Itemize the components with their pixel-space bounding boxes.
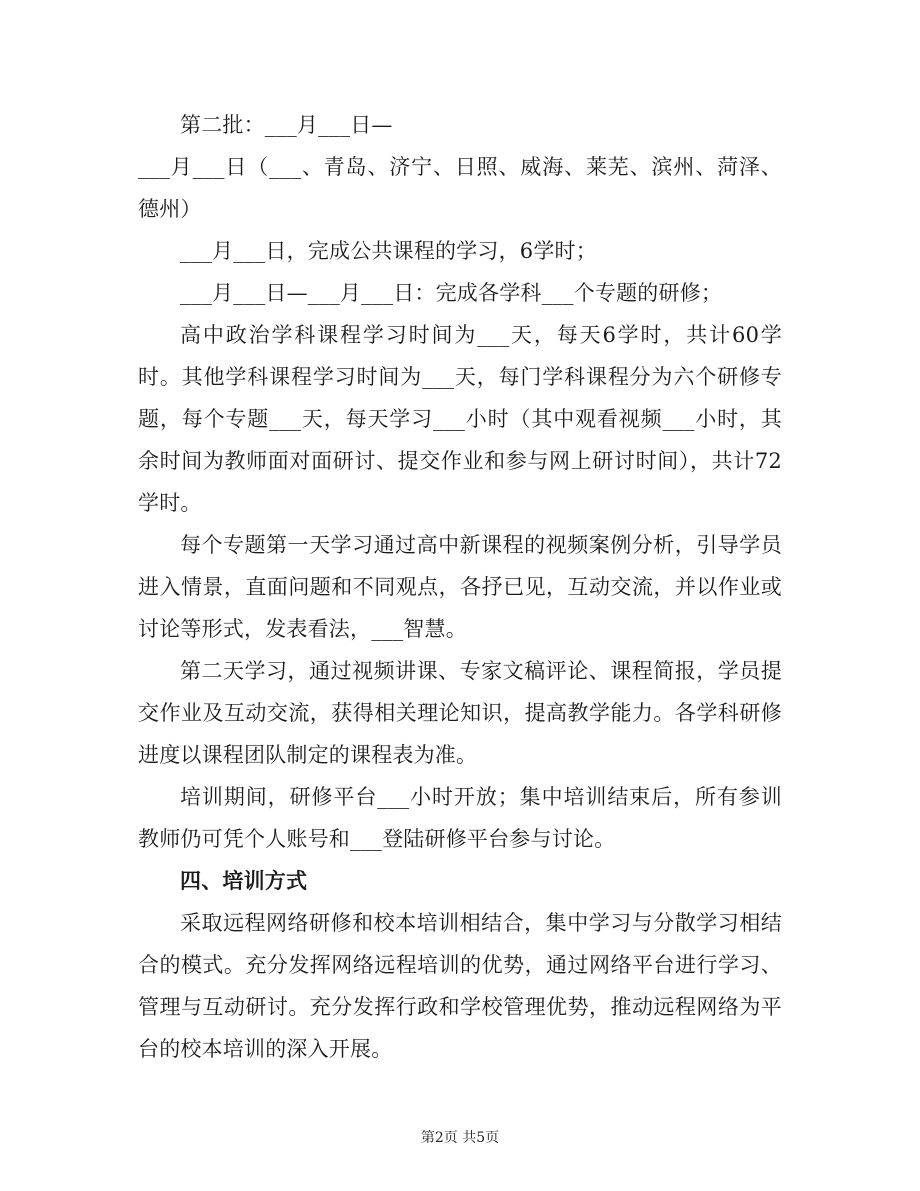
page-number-footer: 第2页 共5页 [420,1130,500,1146]
paragraph-subject-topics: ___月___日—___月___日：完成各学科___个专题的研修； [180,281,723,305]
section-heading-training-method: 四、培训方式 [180,868,308,893]
paragraph-batch-two-start: 第二批：___月___日— [180,113,393,137]
paragraph-batch-two-cities: ___月___日（___、青岛、济宁、日照、威海、莱芜、滨州、菏泽、德州） [138,155,782,221]
paragraph-platform-open: 培训期间，研修平台___小时开放；集中培训结束后，所有参训教师仍可凭个人账号和___登陆研修平台参与讨论。 [138,785,782,851]
paragraph-first-day: 每个专题第一天学习通过高中新课程的视频案例分析，引导学员进入情景，直面问题和不同观点，各抒已见，互动交流，并以作业或讨论等形式，发表看法，___智慧。 [138,533,782,641]
paragraph-public-course: ___月___日，完成公共课程的学习，6学时； [180,239,597,263]
paragraph-second-day: 第二天学习，通过视频讲课、专家文稿评论、课程简报，学员提交作业及互动交流，获得相关理论知识，提高教学能力。各学科研修进度以课程团队制定的课程表为准。 [138,659,782,767]
paragraph-training-method: 采取远程网络研修和校本培训相结合，集中学习与分散学习相结合的模式。充分发挥网络远程培训的优势，通过网络平台进行学习、管理与互动研讨。充分发挥行政和学校管理优势，推动远程网络为平台的校本培训的深入开展。 [138,911,782,1061]
paragraph-study-hours: 高中政治学科课程学习时间为___天，每天6学时，共计60学时。其他学科课程学习时间为___天，每门学科课程分为六个研修专题，每个专题___天，每天学习___小时（其中观看视频___小时，其余时间为教师面对面研讨、提交作业和参与网上研讨时间），共计72学时。 [138,323,782,515]
document-body [138,104,782,1070]
